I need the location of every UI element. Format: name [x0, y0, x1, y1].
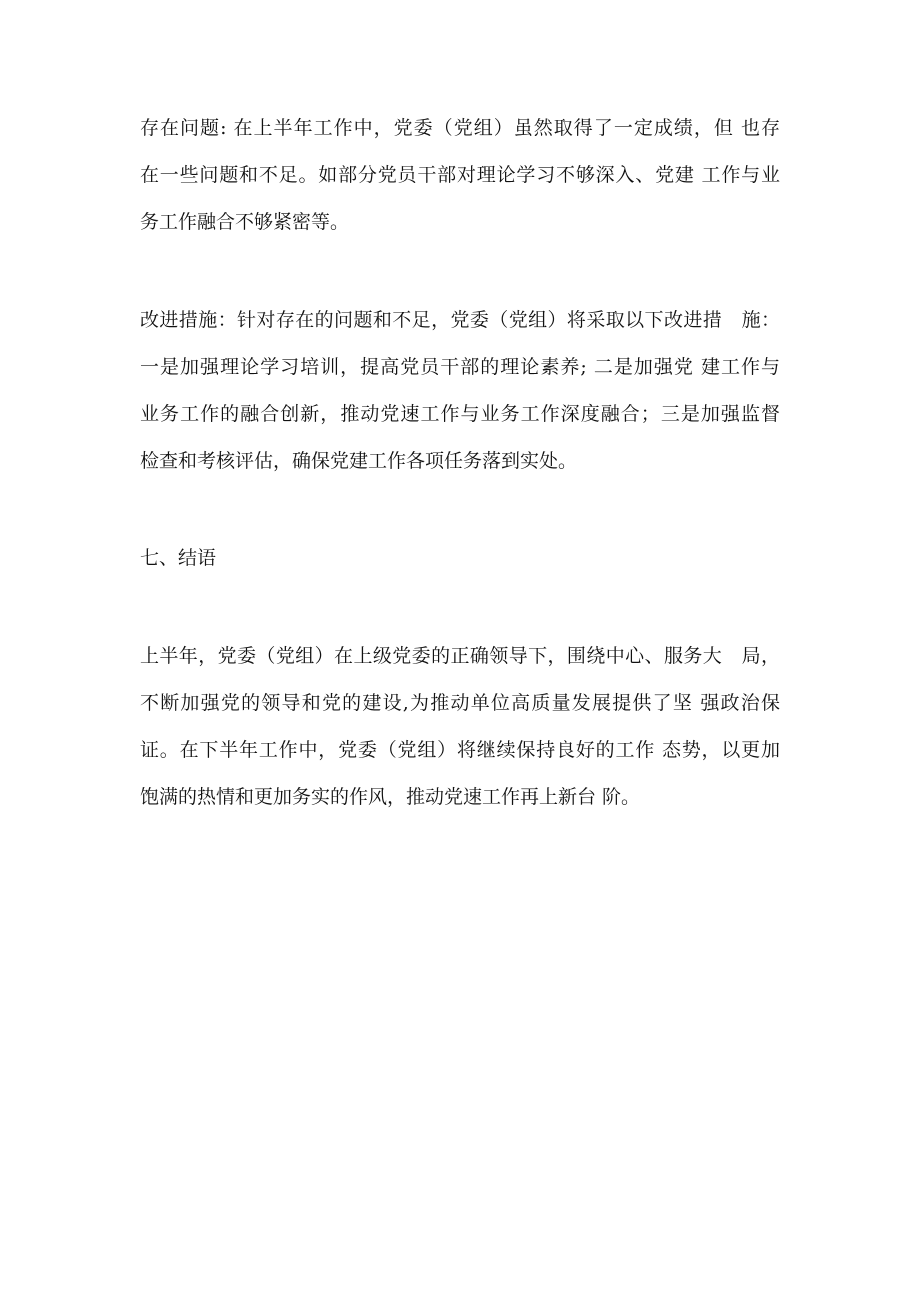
text-line: 一是加强理论学习培训，提高党员干部的理论素养; 二是加强党 建工作与 [140, 356, 780, 378]
text-line: 不断加强党的领导和党的建设,为推动单位高质量发展提供了坚 强政治保 [140, 692, 780, 714]
text-line: 业务工作的融合创新，推动党速工作与业务工作深度融合；三是加强监督 [140, 403, 780, 425]
problems-paragraph [140, 105, 780, 246]
text-line: 在一些问题和不足。如部分党员干部对理论学习不够深入、党建 工作与业 [140, 164, 780, 186]
text-line: 证。在下半年工作中，党委（党组）将继续保持良好的工作 态势，以更加 [140, 739, 780, 761]
text-line: 存在问题: 在上半年工作中，党委（党组）虽然取得了一定成绩，但 也存 [140, 117, 780, 139]
text-line: 饱满的热情和更加务实的作风，推动党速工作再上新台 阶。 [140, 786, 641, 808]
text-line: 上半年，党委（党组）在上级党委的正确领导下，围绕中心、服务大 局， [140, 645, 780, 667]
conclusion-paragraph [140, 633, 780, 821]
text-line: 检查和考核评估，确保党建工作各项任务落到实处。 [140, 450, 578, 472]
section-heading [140, 535, 780, 582]
improvements-paragraph [140, 297, 780, 485]
text-line: 务工作融合不够紧密等。 [140, 211, 350, 233]
text-line: 改进措施：针对存在的问题和不足，党委（党组）将采取以下改进措 施： [140, 309, 780, 331]
heading-text: 七、结语 [140, 547, 217, 569]
